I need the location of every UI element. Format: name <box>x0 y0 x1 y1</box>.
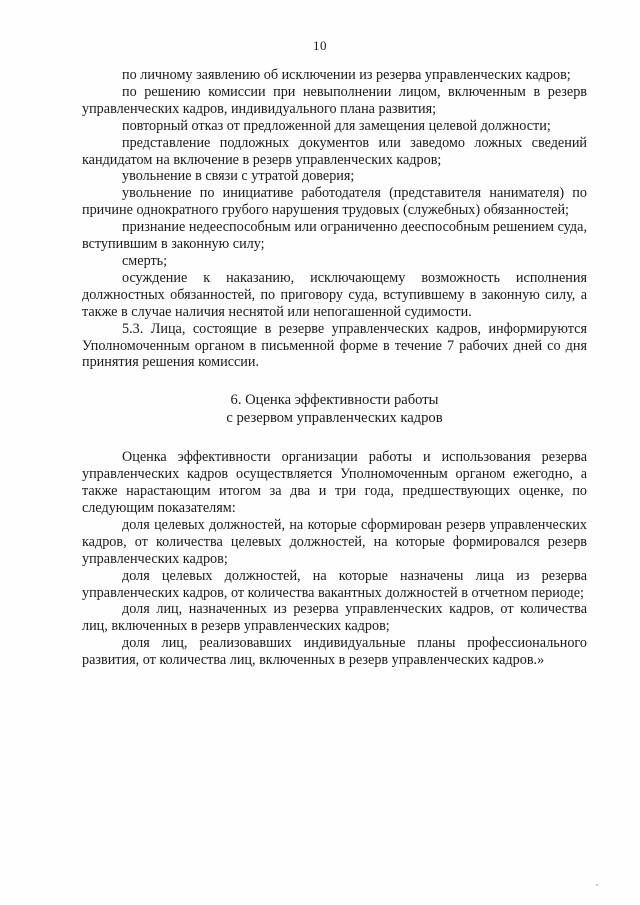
list-item: признание недееспособным или ограниченно дееспособным решением суда, вступившим в законную силу; <box>82 219 587 253</box>
list-item: по личному заявлению об исключении из резерва управленческих кадров; <box>122 67 571 83</box>
indicator-item: доля лиц, назначенных из резерва управленческих кадров, от количества лиц, включенных в резерв управленческих кадров; <box>82 601 587 635</box>
section-heading-line: 6. Оценка эффективности работы <box>230 392 439 409</box>
list-item: смерть; <box>122 252 168 269</box>
list-item: повторный отказ от предложенной для замещения целевой должности; <box>122 117 551 134</box>
clause-5-3: 5.3. Лица, состоящие в резерве управленческих кадров, информируются Уполномоченным органом в письменной форме в течение 7 рабочих дней со дня принятия решения комиссии. <box>82 320 587 371</box>
indicator-item: доля целевых должностей, на которые сформирован резерв управленческих кадров, от количества целевых должностей, на которые формировался резерв управленческих кадров; <box>82 516 587 567</box>
list-item: увольнение по инициативе работодателя (представителя нанимателя) по причине однократного грубого нарушения трудовых (служебных) обязанностей; <box>82 185 587 219</box>
indicator-item: доля целевых должностей, на которые назначены лица из резерва управленческих кадров, от количества вакантных должностей в отчетном периоде; <box>82 567 587 601</box>
section-6-intro: Оценка эффективности организации работы и использования резерва управленческих кадров осуществляется Уполномоченным органом ежегодно, а также нарастающим итогом за два и три года, предшествующих оценке, по следующим показателям: <box>82 449 587 517</box>
scan-speck <box>596 884 598 886</box>
document-body <box>82 67 587 669</box>
list-item: осуждение к наказанию, исключающему возможность исполнения должностных обязанностей, по приговору суда, вступившему в законную силу, а также в случае наличия неснятой или непогашенной судимости. <box>82 269 587 320</box>
list-item: увольнение в связи с утратой доверия; <box>122 168 355 185</box>
list-item: по решению комиссии при невыполнении лицом, включенным в резерв управленческих кадров, индивидуального плана развития; <box>82 83 587 117</box>
list-item: представление подложных документов или заведомо ложных сведений кандидатом на включение в резерв управленческих кадров; <box>82 134 587 168</box>
page-number: 10 <box>313 38 327 53</box>
section-6-heading <box>82 391 587 427</box>
indicator-item: доля лиц, реализовавших индивидуальные планы профессионального развития, от количества лиц, включенных в резерв управленческих кадров.» <box>82 635 587 669</box>
section-heading-line: с резервом управленческих кадров <box>226 410 443 427</box>
